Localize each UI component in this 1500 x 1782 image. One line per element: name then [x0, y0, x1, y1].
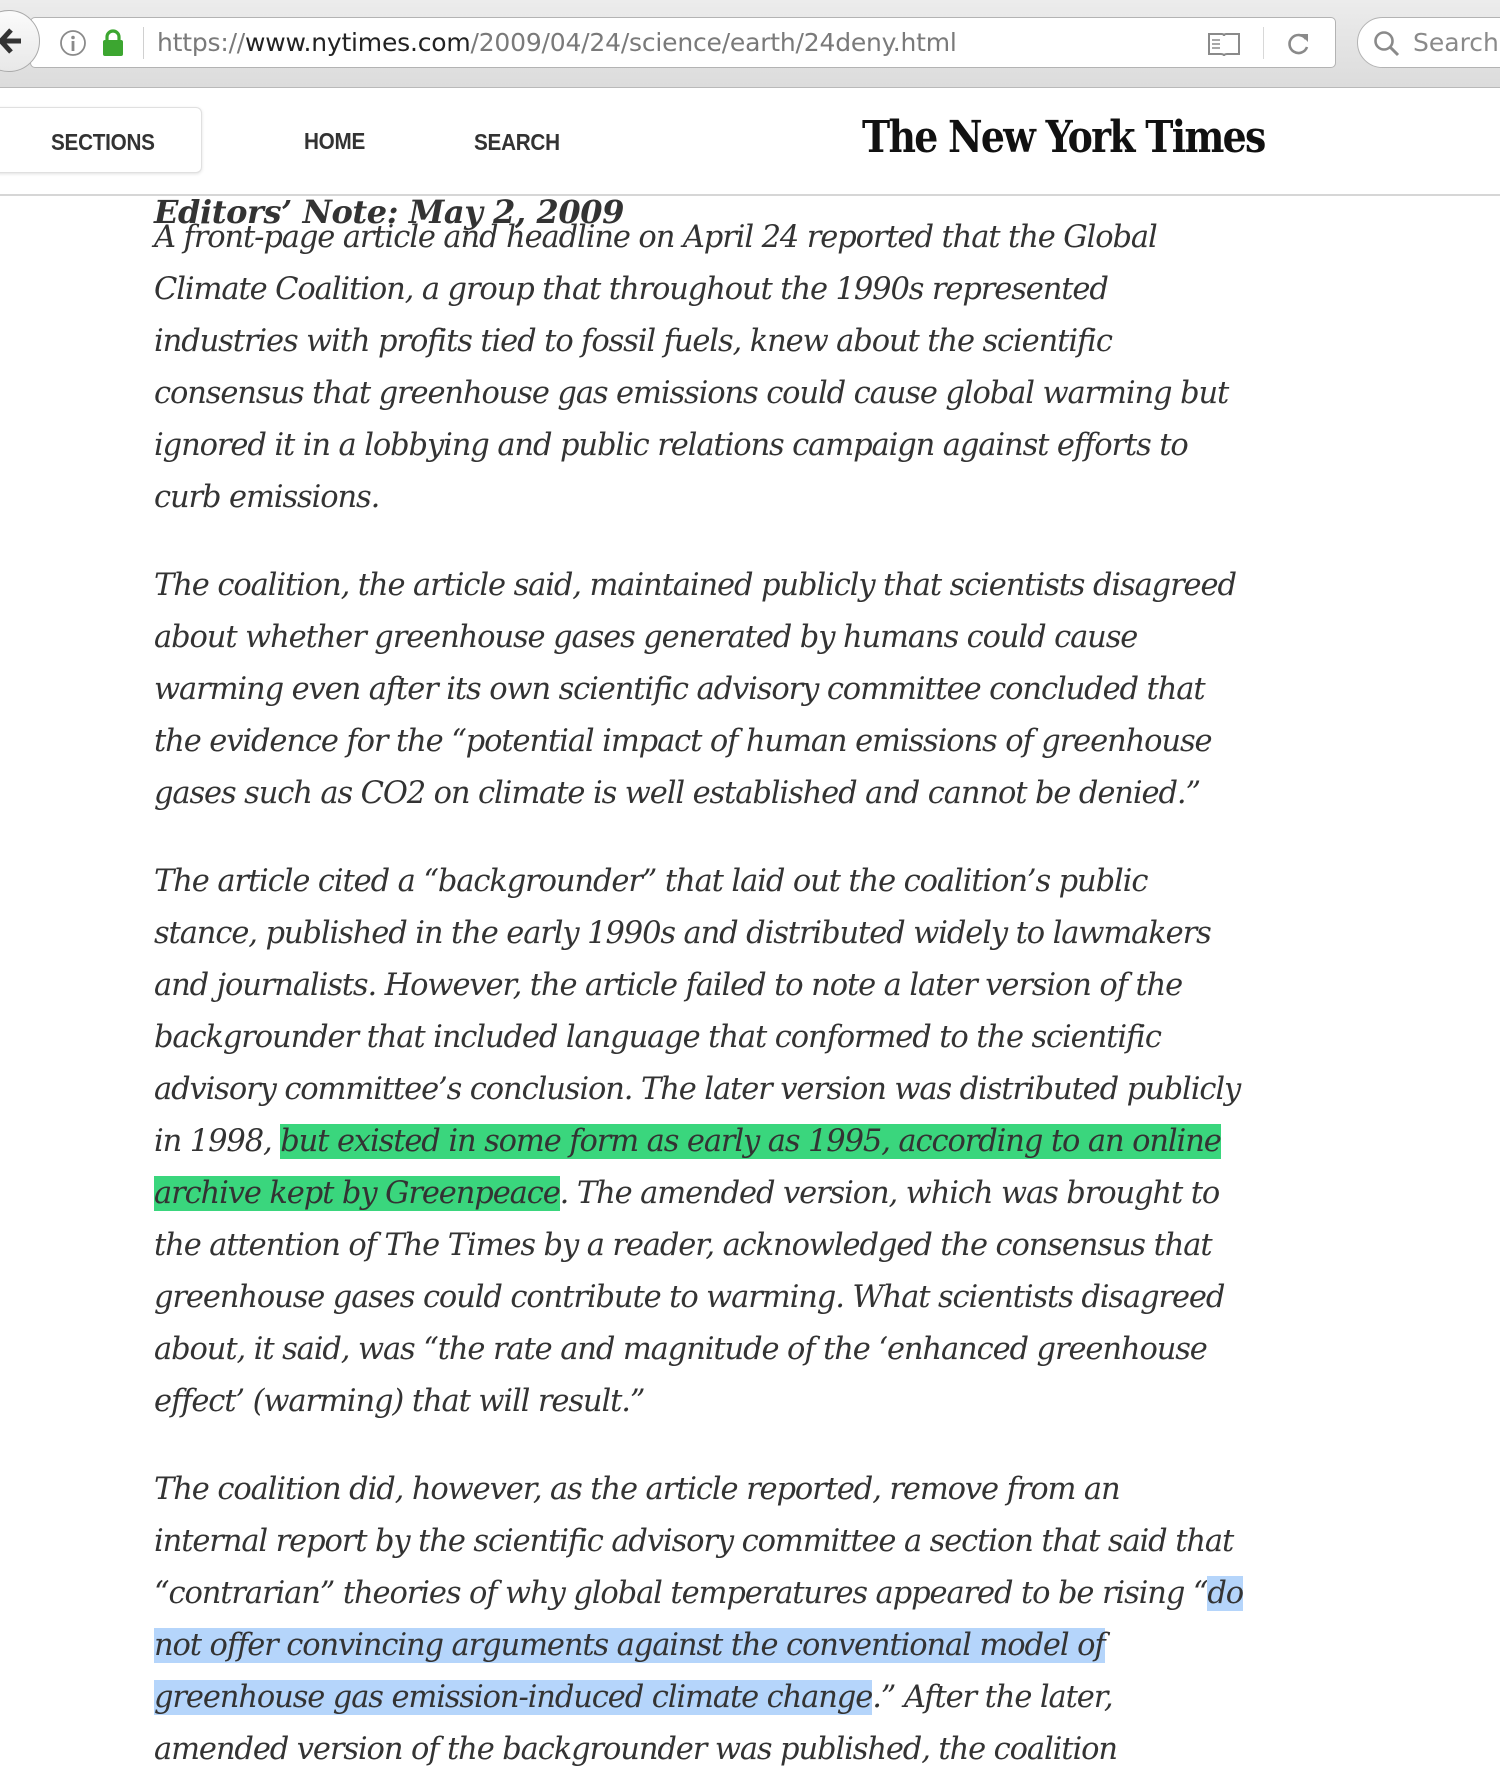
- address-bar[interactable]: [30, 17, 1336, 68]
- text-segment: ignored it in a lobbying and public relations campaign against efforts to: [154, 428, 1188, 463]
- text-line: [154, 664, 1204, 716]
- text-segment: The article cited a “backgrounder” that laid out the coalition’s public: [154, 864, 1148, 899]
- text-segment: internal report by the scientific advisory committee a section that said that: [154, 1524, 1234, 1559]
- text-segment: warming even after its own scientific advisory committee concluded that: [154, 672, 1205, 707]
- browser-search-box[interactable]: [1357, 17, 1500, 68]
- text-segment: consensus that greenhouse gas emissions could cause global warming but: [154, 376, 1229, 411]
- text-line: [154, 1672, 1112, 1724]
- text-segment: gases such as CO2 on climate is well established and cannot be denied.”: [154, 776, 1200, 811]
- text-line: [154, 960, 1182, 1012]
- text-line: [154, 1516, 1233, 1568]
- text-segment: and journalists. However, the article failed to note a later version of the: [154, 968, 1183, 1003]
- text-segment: . The amended version, which was brought to: [559, 1176, 1220, 1211]
- sections-label: SECTIONS: [51, 129, 155, 155]
- home-link[interactable]: HOME: [304, 128, 366, 154]
- text-line: [154, 612, 1137, 664]
- text-line: [154, 716, 1211, 768]
- text-segment: The coalition, the article said, maintained publicly that scientists disagreed: [154, 568, 1236, 603]
- text-line: [154, 368, 1228, 420]
- lock-icon[interactable]: [101, 28, 125, 58]
- text-segment: Climate Coalition, a group that throughout the 1990s represented: [154, 272, 1108, 307]
- nyt-logo[interactable]: [862, 112, 1265, 172]
- text-line: [154, 472, 379, 524]
- browser-toolbar: [0, 0, 1500, 88]
- text-segment: greenhouse gases could contribute to warming. What scientists disagreed: [154, 1280, 1225, 1315]
- text-segment: curb emissions.: [154, 480, 380, 515]
- text-line: [154, 1620, 1105, 1672]
- text-line: [154, 1220, 1212, 1272]
- text-line: [154, 856, 1147, 908]
- text-line: [154, 212, 1157, 264]
- text-line: [154, 908, 1211, 960]
- info-icon[interactable]: [59, 29, 87, 57]
- text-segment: about whether greenhouse gases generated by humans could cause: [154, 620, 1138, 655]
- text-segment: A front-page article and headline on April 24 reported that the Global: [154, 220, 1157, 255]
- text-line: [154, 1724, 1117, 1776]
- text-segment: effect’ (warming) that will result.”: [154, 1384, 645, 1419]
- text-segment: backgrounder that included language that conformed to the scientific: [154, 1020, 1161, 1055]
- selected-text[interactable]: not offer convincing arguments against the conventional model of: [154, 1628, 1105, 1663]
- text-line: [154, 1324, 1207, 1376]
- text-segment: industries with profits tied to fossil fuels, knew about the scientific: [154, 324, 1112, 359]
- url-text[interactable]: [157, 27, 957, 59]
- text-segment: the attention of The Times by a reader, acknowledged the consensus that: [154, 1228, 1212, 1263]
- text-line: [154, 1272, 1224, 1324]
- url-separator: [1263, 27, 1264, 59]
- url-scheme: https://: [157, 28, 246, 57]
- text-line: [154, 768, 1200, 820]
- text-line: [154, 1568, 1243, 1620]
- text-line: [154, 1376, 644, 1428]
- highlighted-text[interactable]: archive kept by Greenpeace: [154, 1176, 560, 1211]
- search-link[interactable]: SEARCH: [474, 129, 560, 155]
- text-segment: amended version of the backgrounder was published, the coalition: [154, 1732, 1117, 1767]
- text-segment: the evidence for the “potential impact of human emissions of greenhouse: [154, 724, 1212, 759]
- text-line: [154, 1168, 1219, 1220]
- site-nav: [0, 88, 1500, 196]
- selected-text[interactable]: greenhouse gas emission-induced climate change: [154, 1680, 873, 1715]
- selected-text[interactable]: do: [1207, 1576, 1244, 1611]
- reader-view-icon[interactable]: [1207, 30, 1241, 58]
- sections-button[interactable]: [0, 107, 202, 173]
- search-placeholder: Search: [1413, 28, 1499, 57]
- text-segment: advisory committee’s conclusion. The later version was distributed publicly: [154, 1072, 1241, 1107]
- text-line: [154, 560, 1236, 612]
- highlighted-text[interactable]: but existed in some form as early as 1995, according to an online: [280, 1124, 1221, 1159]
- text-segment: stance, published in the early 1990s and distributed widely to lawmakers: [154, 916, 1211, 951]
- text-line: [154, 1012, 1161, 1064]
- reload-icon[interactable]: [1285, 30, 1311, 58]
- text-segment: about, it said, was “the rate and magnitude of the ‘enhanced greenhouse: [154, 1332, 1207, 1367]
- search-icon: [1372, 29, 1402, 59]
- text-line: [154, 420, 1188, 472]
- editors-note-title: Editors’ Note: May 2, 2009: [154, 193, 624, 231]
- text-line: [154, 316, 1112, 368]
- url-separator: [143, 27, 144, 59]
- text-segment: .” After the later,: [872, 1680, 1113, 1715]
- logo-text: The New York Times: [862, 112, 1265, 163]
- text-line: [154, 1116, 1221, 1168]
- url-domain: www.nytimes.com: [245, 28, 471, 57]
- text-segment: The coalition did, however, as the article reported, remove from an: [154, 1472, 1120, 1507]
- text-segment: “contrarian” theories of why global temperatures appeared to be rising “: [154, 1576, 1208, 1611]
- text-line: [154, 1064, 1240, 1116]
- text-segment: in 1998,: [154, 1124, 281, 1159]
- text-line: [154, 264, 1108, 316]
- arrow-left-icon: [0, 28, 23, 54]
- text-line: [154, 1464, 1120, 1516]
- url-path: /2009/04/24/science/earth/24deny.html: [470, 28, 957, 57]
